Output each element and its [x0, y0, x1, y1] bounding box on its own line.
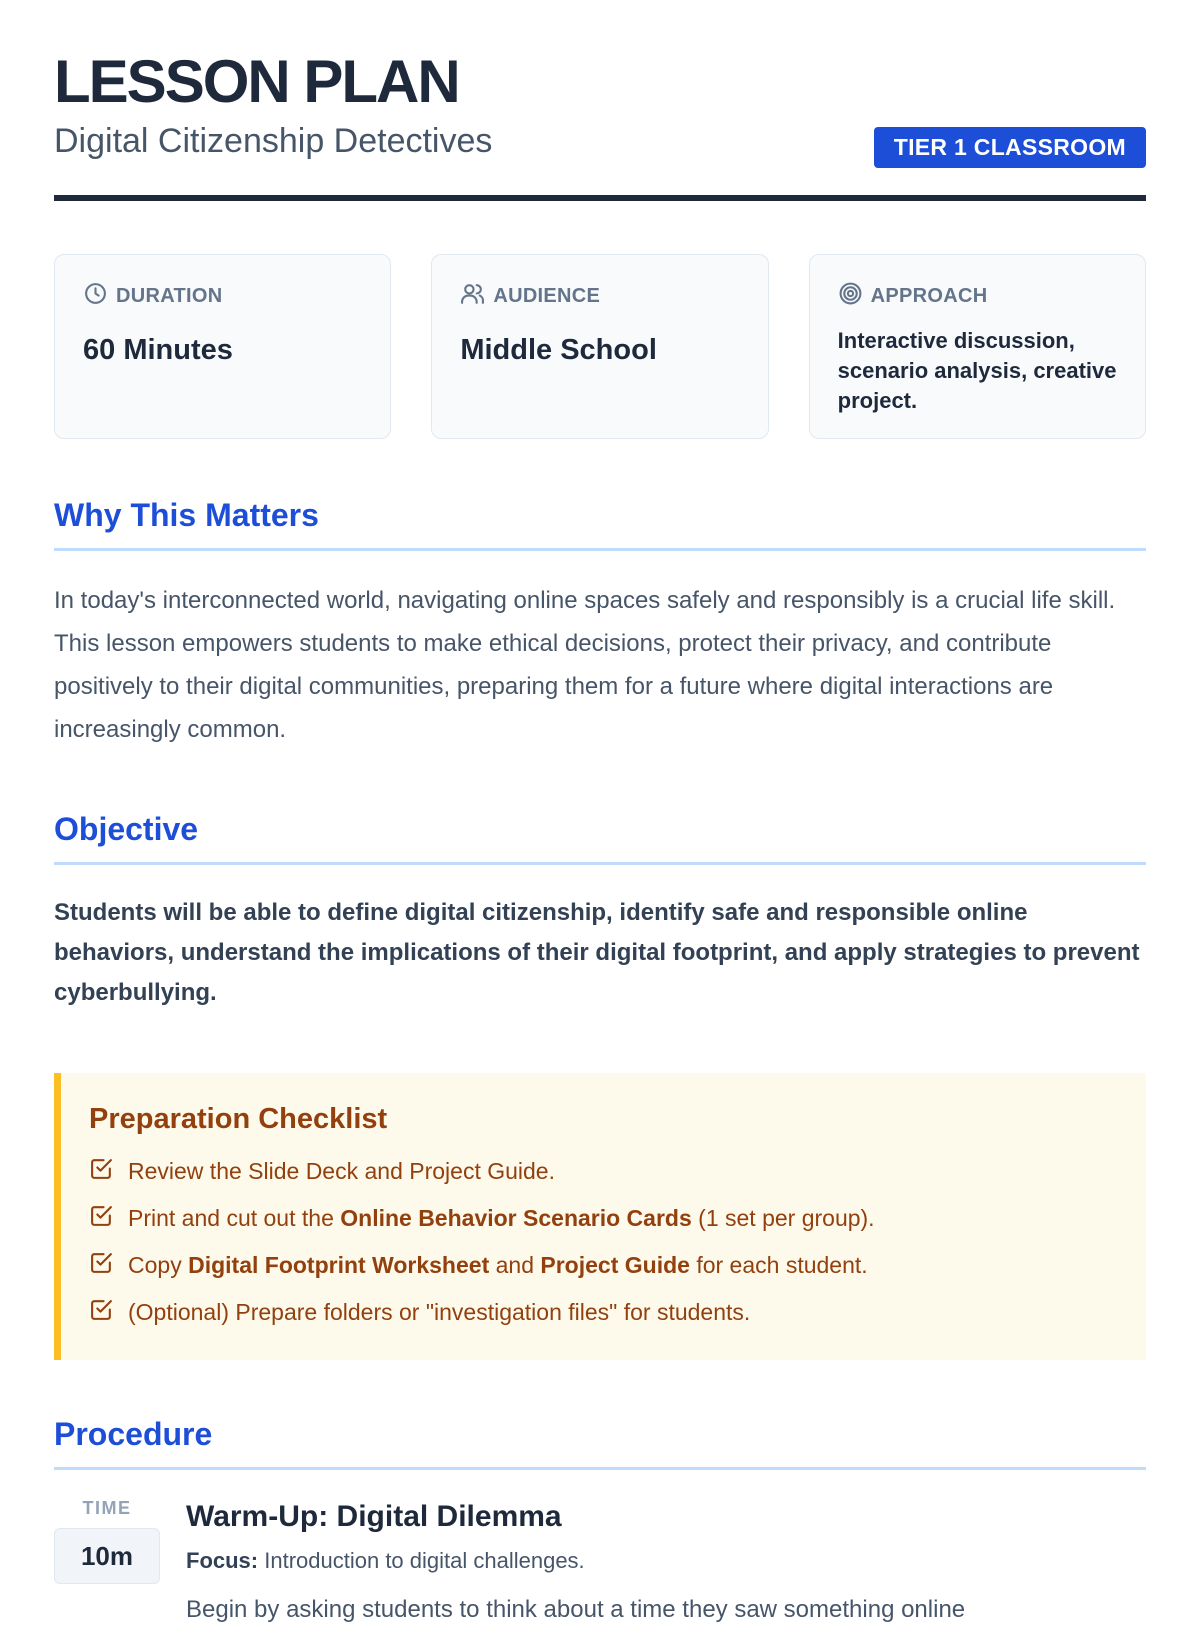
approach-label-text: APPROACH — [870, 285, 988, 307]
checklist-item-text — [128, 1158, 555, 1185]
checklist-item-part: and — [489, 1252, 541, 1278]
checklist-item-text — [128, 1252, 868, 1279]
approach-label — [838, 281, 1117, 312]
approach-value: Interactive discussion, scenario analysis, creative project. — [837, 328, 1117, 413]
audience-value: Middle School — [460, 334, 657, 366]
checkbox-icon — [89, 1203, 114, 1234]
info-cards — [54, 254, 1146, 439]
checklist-items — [89, 1148, 1114, 1336]
checklist-item-part: for each student. — [689, 1252, 868, 1278]
checkbox-icon — [89, 1297, 114, 1328]
checklist-item-text — [128, 1299, 750, 1326]
page-subtitle: Digital Citizenship Detectives — [54, 122, 493, 160]
step-body — [186, 1498, 1146, 1626]
step-description: Begin by asking students to think about a time they saw something online — [186, 1596, 966, 1623]
focus-text: Introduction to digital challenges. — [258, 1548, 585, 1573]
checklist-item-part: (1 set per group). — [691, 1205, 875, 1231]
audience-label-text: AUDIENCE — [493, 285, 601, 307]
step-focus — [186, 1548, 1146, 1574]
checklist-item — [89, 1148, 1114, 1195]
objective-heading: Objective — [54, 811, 1146, 865]
why-heading: Why This Matters — [54, 497, 1146, 551]
page-title: LESSON PLAN — [54, 48, 459, 115]
checklist-title: Preparation Checklist — [89, 1103, 388, 1135]
checklist-item-part: (Optional) Prepare folders or "investigation files" for students. — [128, 1299, 751, 1325]
step-title: Warm-Up: Digital Dilemma — [186, 1500, 562, 1533]
target-icon — [838, 281, 863, 312]
checklist-item-part: Copy — [128, 1252, 189, 1278]
preparation-checklist — [54, 1073, 1146, 1360]
audience-label — [460, 281, 739, 312]
duration-value: 60 Minutes — [83, 334, 233, 366]
approach-card — [809, 254, 1146, 439]
time-value: 10m — [54, 1528, 160, 1584]
checklist-item — [89, 1195, 1114, 1242]
tier-badge: TIER 1 CLASSROOM — [874, 127, 1146, 168]
clock-icon — [83, 281, 108, 312]
header — [54, 0, 1146, 201]
checklist-item — [89, 1289, 1114, 1336]
audience-card — [431, 254, 768, 439]
focus-label: Focus: — [186, 1548, 259, 1573]
checkbox-icon — [89, 1156, 114, 1187]
duration-label — [83, 281, 362, 312]
users-icon — [460, 281, 485, 312]
time-label: TIME — [82, 1498, 132, 1518]
procedure-heading: Procedure — [54, 1416, 1146, 1470]
checklist-item-part: Review the Slide Deck and Project Guide. — [128, 1158, 555, 1184]
checkbox-icon — [89, 1250, 114, 1281]
checklist-item — [89, 1242, 1114, 1289]
duration-label-text: DURATION — [116, 285, 223, 307]
checklist-item-part: Print and cut out the — [128, 1205, 341, 1231]
procedure-step — [54, 1498, 1146, 1626]
checklist-item-bold: Digital Footprint Worksheet — [188, 1252, 490, 1278]
checklist-item-bold: Online Behavior Scenario Cards — [340, 1205, 692, 1231]
checklist-item-bold: Project Guide — [540, 1252, 690, 1278]
checklist-item-text — [128, 1205, 875, 1232]
duration-card — [54, 254, 391, 439]
time-column — [54, 1498, 186, 1626]
objective-text: Students will be able to define digital citizenship, identify safe and responsible online behaviors, understand the implications of their digital footprint, and apply strategies to prevent cyberbullying. — [54, 899, 1140, 1006]
why-text: In today's interconnected world, navigating online spaces safely and responsibly is a crucial life skill. This lesson empowers students to make ethical decisions, protect their privacy, and contribute positively to their digital communities, preparing them for a future where digital interactions are increasingly common. — [54, 587, 1116, 743]
